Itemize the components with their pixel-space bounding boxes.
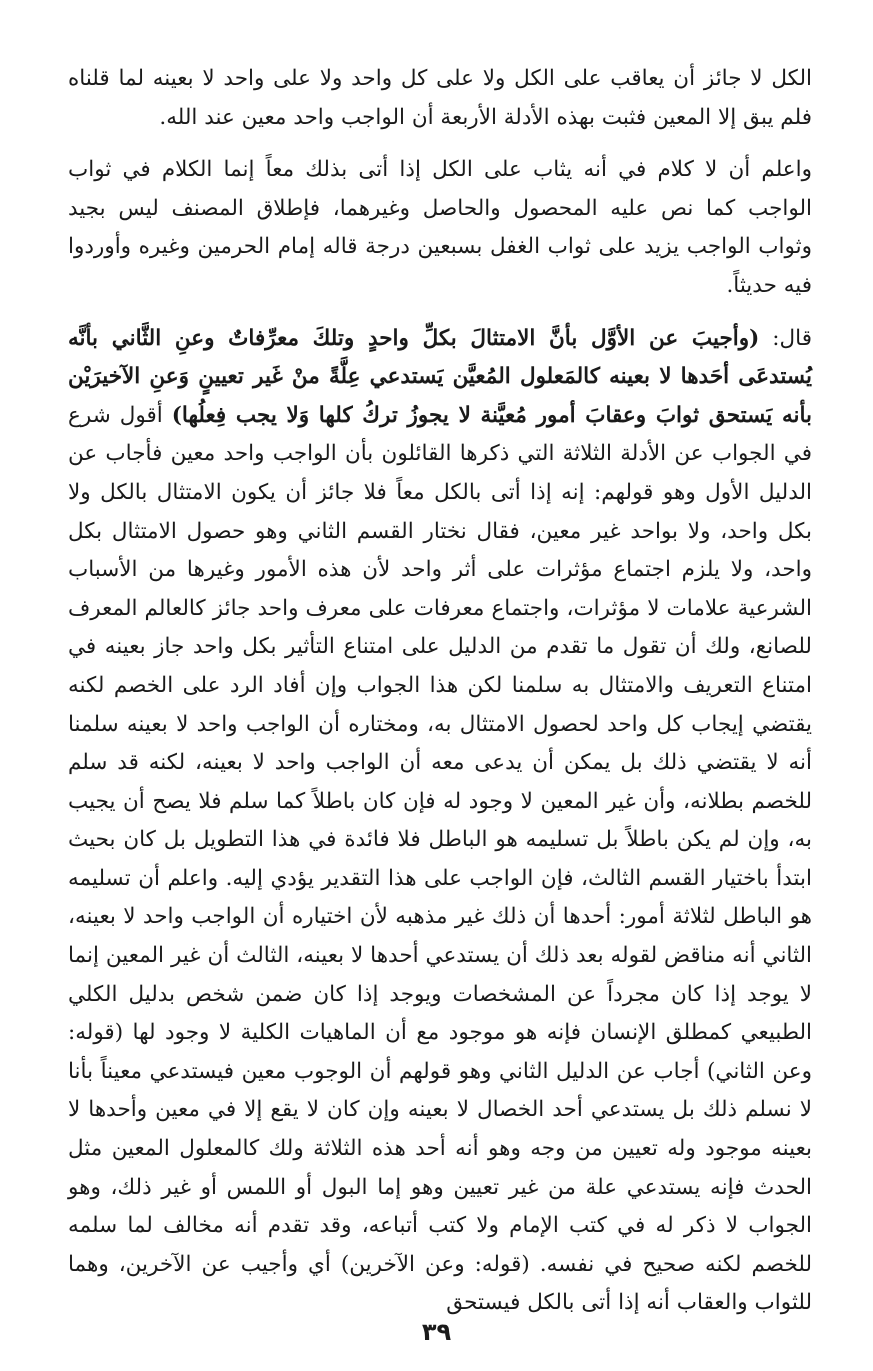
paragraph-3: [68, 320, 812, 1323]
paragraph-1: [68, 60, 812, 137]
page-number: ٣٩: [421, 1318, 452, 1346]
paragraph-1-text: الكل لا جائز أن يعاقب على الكل ولا على كل واحد ولا على واحد لا بعينه لما قلناه فلم يبق إلا المعين فثبت بهذه الأدلة الأربعة أن الواجب واحد معين عند الله.: [68, 66, 812, 130]
quoted-matn: (وأجيبَ عن الأوَّل بأنَّ الامتثالَ بكلِّ واحدٍ وتلكَ معرِّفاتٌ وعنِ الثَّاني بأنَّه يُستدعَى أحَدها لا بعينه كالمَعلول المُعيَّن يَستدعي عِلَّةً منْ غَير تعيينٍ وَعنِ الآخيرَيْن بأنه يَستحق ثوابَ وعقابَ أمور مُعيَّنة لا يجوزُ تركُ كلها وَلا يجب فِعلُها): [68, 325, 812, 428]
page-body: [68, 60, 812, 1323]
paragraph-2: [68, 151, 812, 305]
paragraph-3-commentary: أقول شرع في الجواب عن الأدلة الثلاثة التي ذكرها القائلون بأن الواجب واحد معين فأجاب عن الدليل الأول وهو قولهم: إنه إذا أتى بالكل معاً فلا جائز أن يكون الامتثال بالكل ولا بكل واحد، ولا بواحد غير معين، فقال نختار القسم الثاني وهو حصول الامتثال بكل واحد، ولا يلزم اجتماع مؤثرات على أثر واحد لأن هذه الأمور وغيرها من الأسباب الشرعية علامات لا مؤثرات، واجتماع معرفات على معرف واحد جائز كالعالم المعرف للصانع، ولك أن تقول ما تقدم من الدليل على امتناع التأثير بكل واحد جاز بعينه في امتناع التعريف والامتثال به سلمنا لكن هذا الجواب وإن أفاد الرد على الخصم لكنه يقتضي إيجاب كل واحد لحصول الامتثال به، ومختاره أن الواجب واحد لا بعينه سلمنا أنه لا يقتضي ذلك بل يمكن أن يدعى معه أن الواجب واحد لا بعينه، لكنه قد سلم للخصم بطلانه، وأن غير المعين لا وجود له فإن كان باطلاً كما سلم فلا يصح أن يجيب به، وإن لم يكن باطلاً بل تسليمه هو الباطل فلا فائدة في هذا التطويل بل كان بحيث ابتدأ باختيار القسم الثالث، فإن الواجب على هذا التقدير يؤدي إليه. واعلم أن تسليمه هو الباطل لثلاثة أمور: أحدها أن ذلك غير مذهبه لأن اختياره أن الواجب واحد لا بعينه، الثاني أنه مناقض لقوله بعد ذلك أن يستدعي أحدها لا بعينه، الثالث أن غير المعين إنما لا يوجد إذا كان مجرداً عن المشخصات ويوجد إذا كان ضمن شخص بدليل الكلي الطبيعي كمطلق الإنسان فإنه هو موجود مع أن الماهيات الكلية لا وجود لها (قوله: وعن الثاني) أجاب عن الدليل الثاني وهو قولهم أن الوجوب معين فيستدعي معيناً بأنا لا نسلم ذلك بل يستدعي أحد الخصال لا بعينه وإن كان لا يقع إلا في معين وأحدها لا بعينه موجود وله تعيين من وجه وهو أنه أحد هذه الثلاثة ولك كالمعلول المعين مثل الحدث فإنه يستدعي علة من غير تعيين وهو إما البول أو اللمس أو غير ذلك، وهو الجواب لا ذكر له في كتب الإمام ولا كتب أتباعه، وقد تقدم أنه مخالف لما سلمه للخصم لكنه صحيح في نفسه. (قوله: وعن الآخرين) أي وأجيب عن الآخرين، وهما للثواب والعقاب أنه إذا أتى بالكل فيستحق: [68, 402, 812, 1316]
paragraph-3-intro: قال:: [759, 325, 812, 351]
paragraph-2-text: واعلم أن لا كلام في أنه يثاب على الكل إذا أتى بذلك معاً إنما الكلام في ثواب الواجب كما نص عليه المحصول والحاصل وغيرهما، فإطلاق المصنف ليس بجيد وثواب الواجب يزيد على ثواب الغفل بسبعين درجة قاله إمام الحرمين وغيره وأوردوا فيه حديثاً.: [68, 157, 812, 298]
